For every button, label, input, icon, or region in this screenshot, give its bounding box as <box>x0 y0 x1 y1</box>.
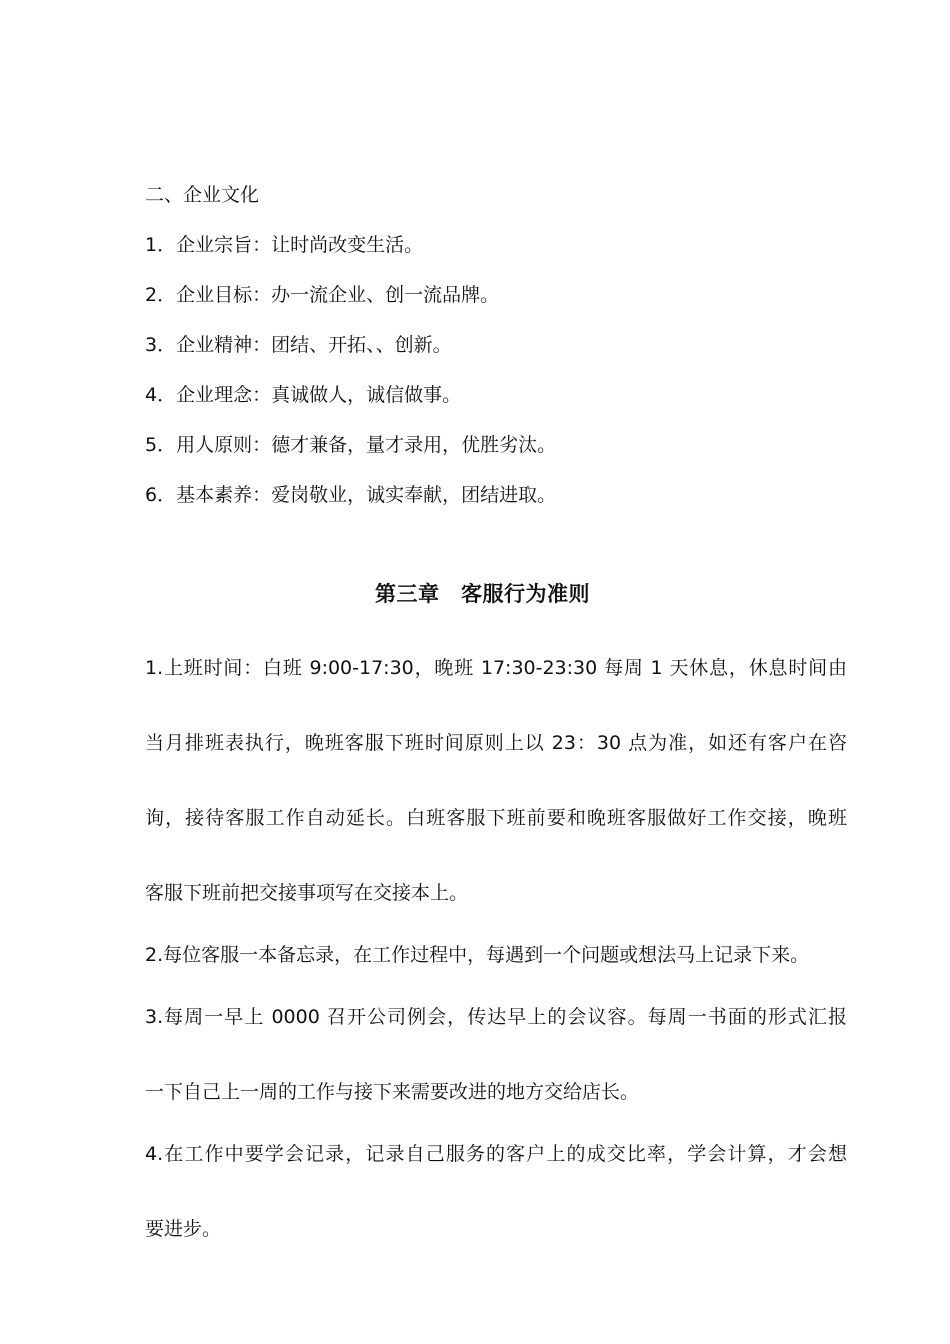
rule-1-line-4: 客服下班前把交接事项写在交接本上。 <box>145 882 469 904</box>
chapter-title: 第三章 客服行为准则 <box>375 582 590 606</box>
rule-4-line-2: 要进步。 <box>145 1218 222 1240</box>
culture-item-spirit: 3．企业精神：团结、开拓、、创新。 <box>145 334 452 356</box>
culture-item-hiring: 5．用人原则：德才兼备，量才录用，优胜劣汰。 <box>145 434 557 456</box>
rule-1-line-1: 1.上班时间：白班 9:00-17:30，晚班 17:30-23:30 每周 1 天休息，休息时间由 <box>145 657 847 679</box>
rule-3-line-1: 3.每周一早上 0000 召开公司例会，传达早上的会议容。每周一书面的形式汇报 <box>145 1006 847 1028</box>
section-heading: 二、企业文化 <box>145 184 260 206</box>
culture-item-goal: 2．企业目标：办一流企业、创一流品牌。 <box>145 284 500 306</box>
culture-item-purpose: 1．企业宗旨：让时尚改变生活。 <box>145 234 424 256</box>
rule-1-line-3: 询，接待客服工作自动延长。白班客服下班前要和晚班客服做好工作交接，晚班 <box>145 807 847 829</box>
culture-item-philosophy: 4．企业理念：真诚做人，诚信做事。 <box>145 384 462 406</box>
rule-4-line-1: 4.在工作中要学会记录，记录自己服务的客户上的成交比率，学会计算，才会想 <box>145 1143 847 1165</box>
rule-2-line-1: 2.每位客服一本备忘录，在工作过程中，每遇到一个问题或想法马上记录下来。 <box>145 944 810 966</box>
culture-item-qualities: 6．基本素养：爱岗敬业，诚实奉献，团结进取。 <box>145 484 557 506</box>
rule-1-line-2: 当月排班表执行，晚班客服下班时间原则上以 23：30 点为准，如还有客户在咨 <box>145 732 847 754</box>
rule-3-line-2: 一下自己上一周的工作与接下来需要改进的地方交给店长。 <box>145 1081 640 1103</box>
